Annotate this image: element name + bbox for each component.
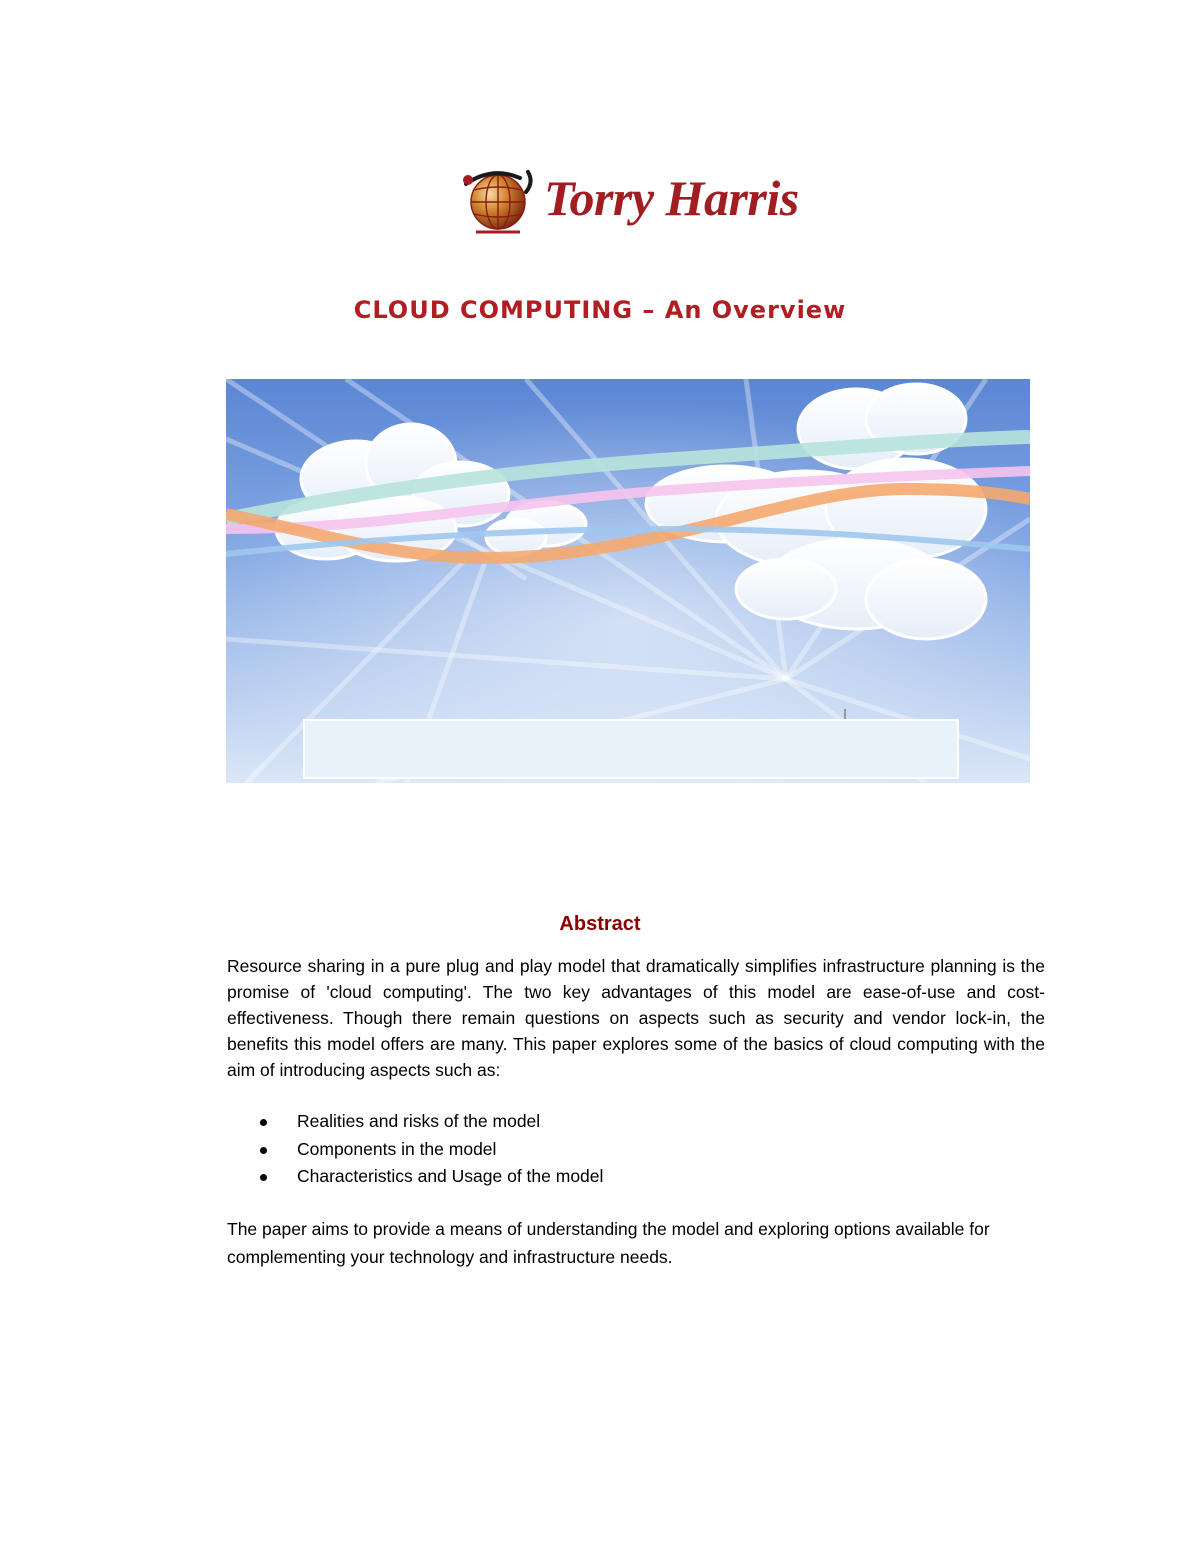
closing-paragraph: The paper aims to provide a means of understanding the model and exploring options available for complementing your technology and infrastructure needs. [227,1219,990,1267]
list-item-text: Realities and risks of the model [297,1111,541,1131]
abstract-bullet-list [227,1108,1027,1191]
abstract-paragraph: Resource sharing in a pure plug and play model that dramatically simplifies infrastructure planning is the promise of 'cloud computing'. The two key advantages of this model are ease-of-use and cost-effectiveness. Though there remain questions on aspects such as security and vendor lock-in, the benefits this model offers are many. This paper explores some of the basics of cloud computing with the aim of introducing aspects such as: [227,956,1045,1080]
logo-wordmark: Torry Harris [544,170,799,226]
abstract-heading: Abstract [559,913,641,935]
list-item-text: Characteristics and Usage of the model [297,1166,604,1186]
document-title: CLOUD COMPUTING – An Overview [353,296,847,324]
bullet-icon [260,1174,267,1181]
list-item-text: Components in the model [297,1138,497,1159]
globe-logo-icon [462,162,544,238]
bullet-icon [260,1147,267,1154]
clouds-banner-icon [226,379,1030,783]
list-item [227,1163,1027,1191]
bullet-icon [260,1119,267,1126]
hero-banner [226,379,1030,783]
company-logo [462,162,842,238]
list-item [227,1108,1027,1136]
list-item [227,1136,1027,1164]
